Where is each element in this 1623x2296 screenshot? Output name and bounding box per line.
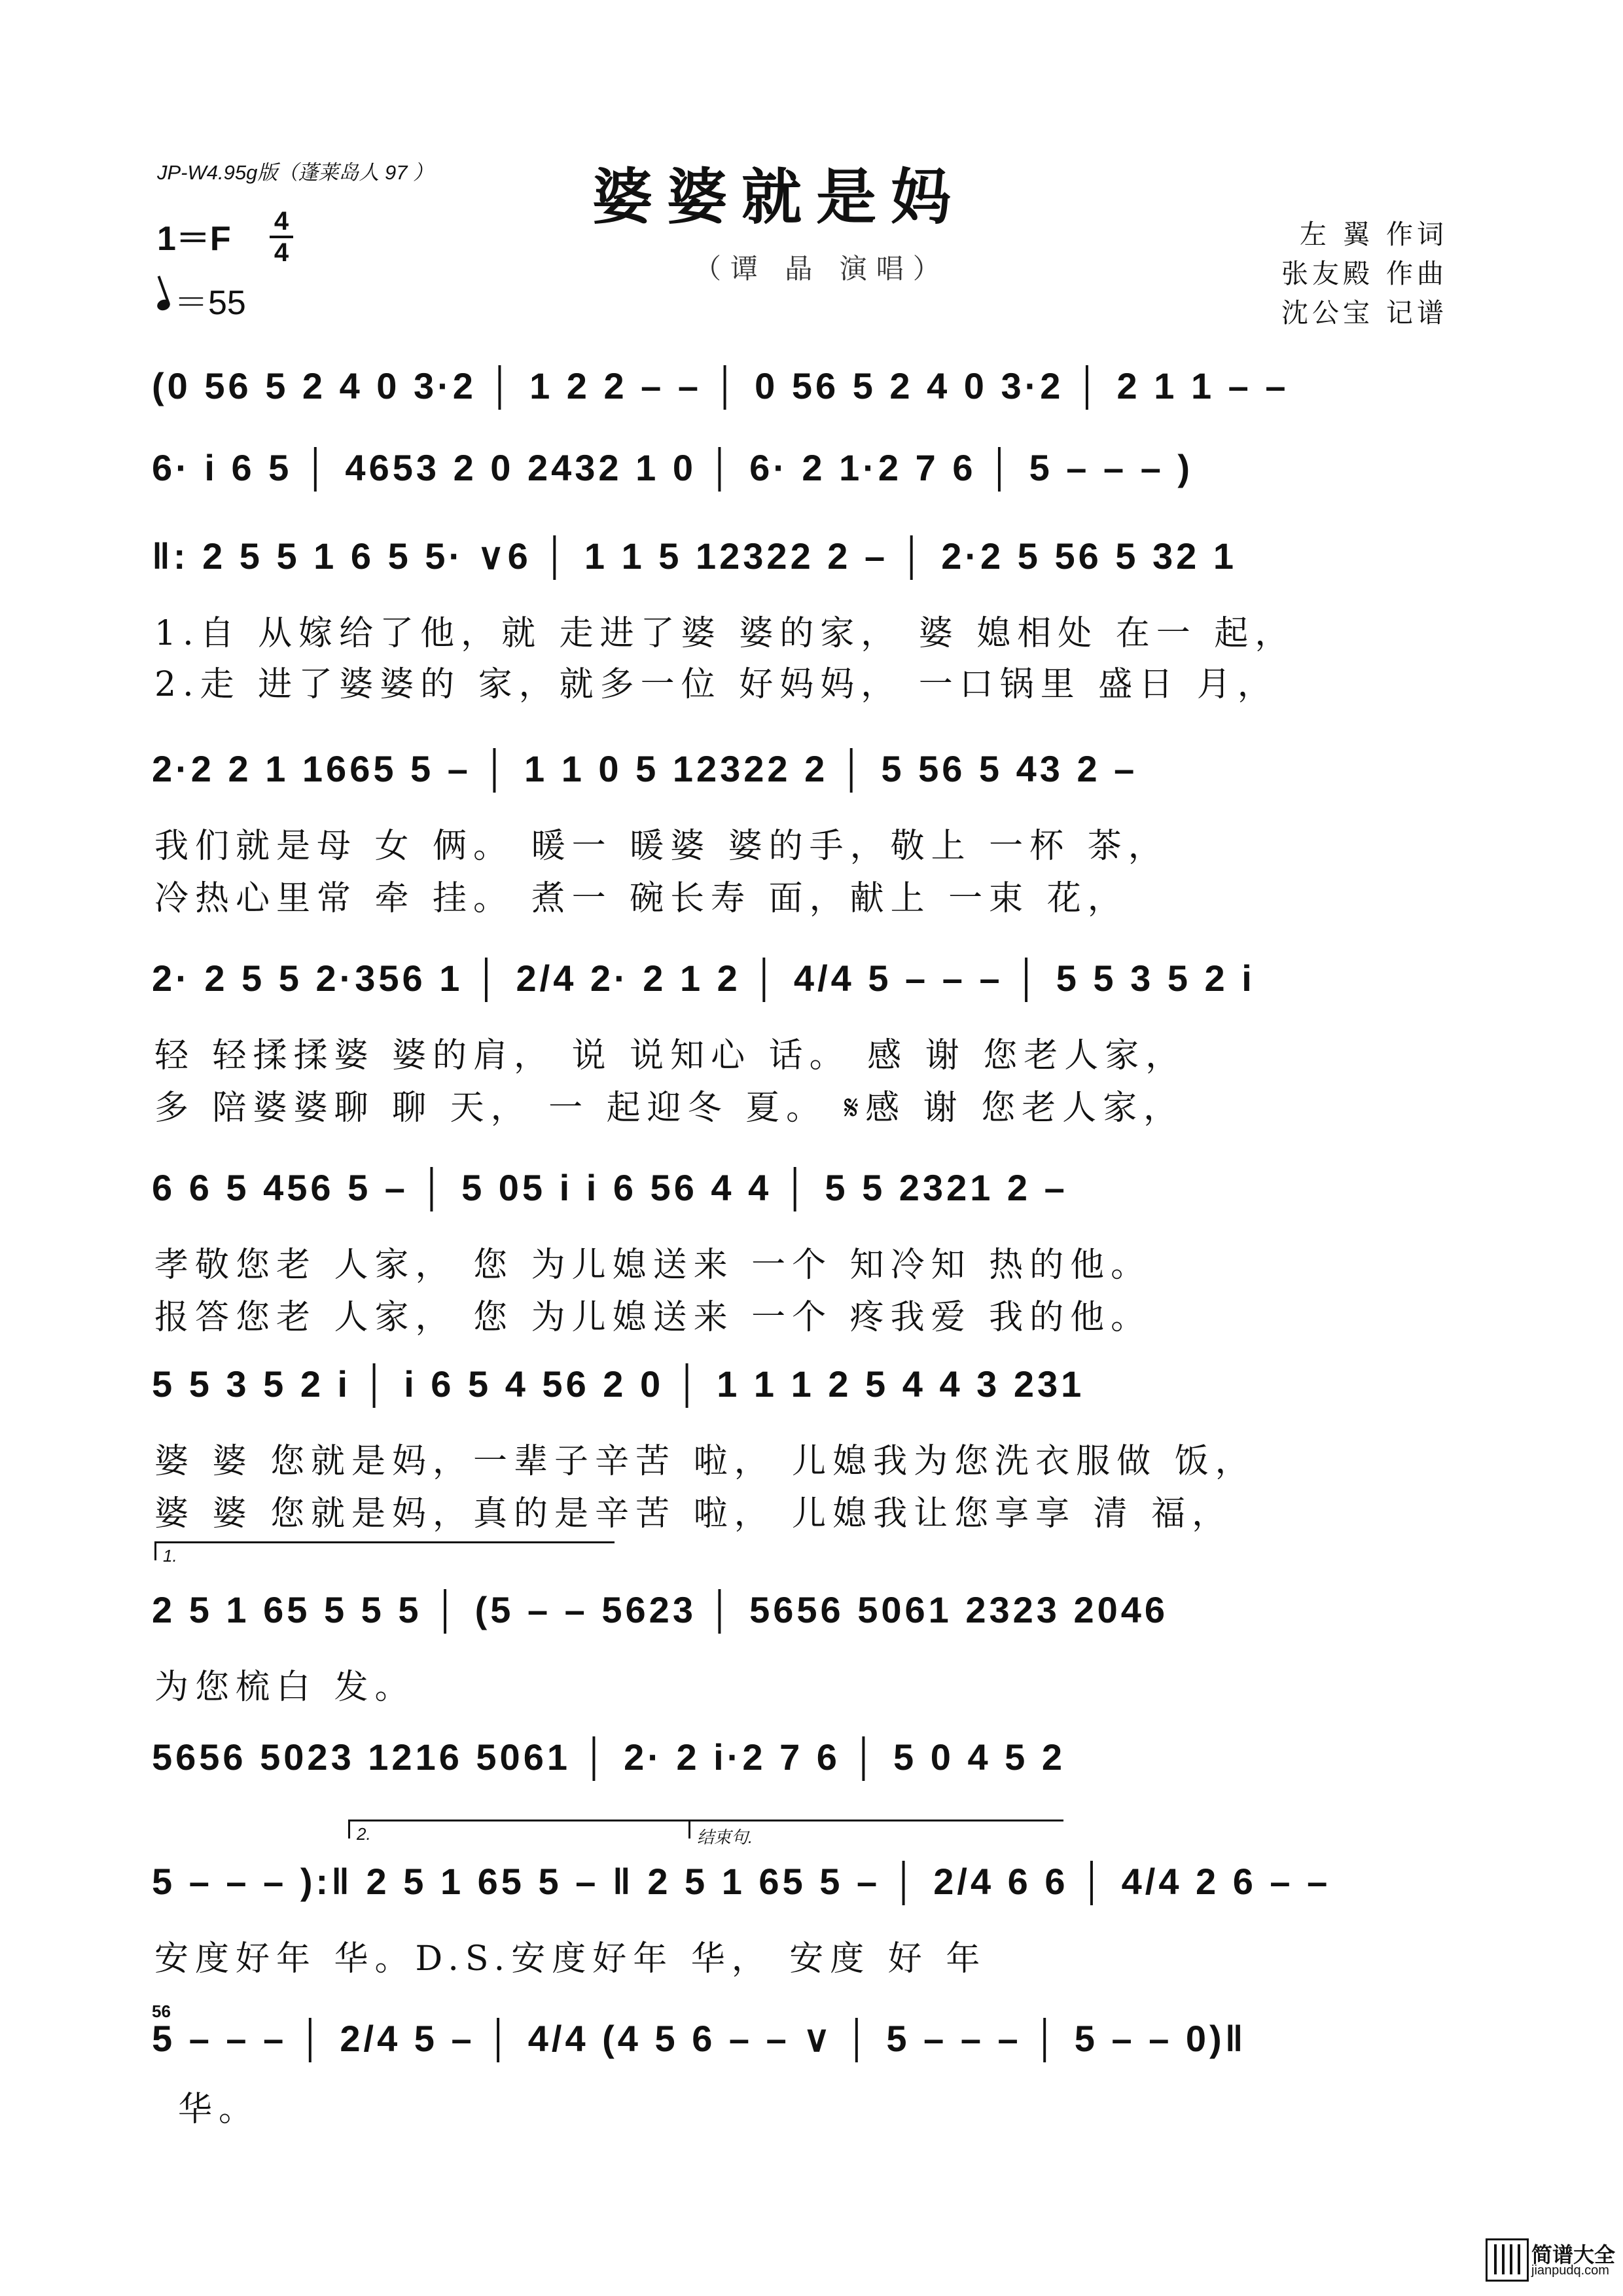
notes-line: 2·2 2 1 1665 5 – │ 1 1 0 5 12322 2 │ 5 56 5 43 2 – xyxy=(152,748,1138,789)
quarter-note-icon xyxy=(156,298,171,312)
lyric-verse-1: 1.自 从嫁给了他，就 走进了婆 婆的家， 婆 媳相处 在一 起， xyxy=(154,614,1296,653)
notes-line: 5 – – – │ 2/4 5 – │ 4/4 (4 5 6 – – ∨ │ 5 – – – │ 5 – – 0)‖ xyxy=(152,2018,1247,2059)
logo-url: jianpudq.com xyxy=(1531,2263,1609,2278)
lyric-verse-2: 报答您老 人家， 您 为儿媳送来 一个 疼我爱 我的他。 xyxy=(154,1298,1152,1337)
notes-line: 6· i 6 5 │ 4653 2 0 2432 1 0 │ 6· 2 1·2 7 6 │ 5 – – – ) xyxy=(152,447,1194,488)
singer-label: （谭 晶 演唱） xyxy=(694,253,950,285)
lyric-verse-2: 多 陪婆婆聊 聊 天， 一 起迎冬 夏。 𝄋感 谢 您老人家， xyxy=(154,1088,1185,1128)
site-logo xyxy=(1486,2238,1616,2282)
time-bottom: 4 xyxy=(274,238,289,267)
lyricist-credit: 左 翼 作词 xyxy=(1299,219,1448,250)
coda-ending-bracket: 结束句. xyxy=(688,1820,1063,1839)
notes-line: 6 6 5 456 5 – │ 5 05 i i 6 56 4 4 │ 5 5 2321 2 – xyxy=(152,1167,1068,1208)
lyric-verse-1: 婆 婆 您就是妈，一辈子辛苦 啦， 儿媳我为您洗衣服做 饭， xyxy=(154,1442,1256,1481)
notes-line: 2 5 1 65 5 5 5 │ (5 – – 5623 │ 5656 5061 2323 2046 xyxy=(152,1589,1169,1630)
lyric-verse-2: 冷热心里常 牵 挂。 煮一 碗长寿 面，献上 一束 花， xyxy=(154,879,1128,918)
time-signature xyxy=(270,208,293,266)
lyric-verse-1: 孝敬您老 人家， 您 为儿媳送来 一个 知冷知 热的他。 xyxy=(154,1246,1152,1285)
logo-name: 简谱大全 xyxy=(1531,2243,1616,2267)
notes-line: (0 56 5 2 4 0 3·2 │ 1 2 2 – – │ 0 56 5 2 4 0 3·2 │ 2 1 1 – – xyxy=(152,365,1289,406)
notes-line: 5656 5023 1216 5061 │ 2· 2 i·2 7 6 │ 5 0 4 5 2 xyxy=(152,1736,1065,1778)
first-ending-bracket: 1. xyxy=(154,1541,615,1560)
notes-line: 5 5 3 5 2 i │ i 6 5 4 56 2 0 │ 1 1 1 2 5 4 4 3 231 xyxy=(152,1363,1085,1405)
song-title: 婆婆就是妈 xyxy=(592,162,966,232)
tempo-value: ＝55 xyxy=(174,284,246,322)
notes-line: ‖: 2 5 5 1 6 5 5· ∨6 │ 1 1 5 12322 2 – │ 2·2 5 56 5 32 1 xyxy=(152,535,1237,577)
second-ending-bracket: 2. xyxy=(348,1820,717,1839)
notes-line: 2· 2 5 5 2·356 1 │ 2/4 2· 2 1 2 │ 4/4 5 – – – │ 5 5 3 5 2 i xyxy=(152,958,1255,999)
key-signature: 1＝F xyxy=(157,220,231,258)
transcriber-credit: 沈公宝 记谱 xyxy=(1281,297,1448,329)
grace-notes: 56 xyxy=(152,2001,171,2021)
lyric-verse-1: 我们就是母 女 俩。 暖一 暖婆 婆的手，敬上 一杯 茶， xyxy=(154,827,1169,866)
tempo-marking xyxy=(157,275,246,324)
time-top: 4 xyxy=(274,207,289,236)
lyric-verse-1: 轻 轻揉揉婆 婆的肩， 说 说知心 话。 感 谢 您老人家， xyxy=(154,1036,1186,1075)
lyric-verse-2: 2.走 进了婆婆的 家，就多一位 好妈妈， 一口锅里 盛日 月， xyxy=(154,665,1278,704)
notes-line: 5 – – – ):‖ 2 5 1 65 5 – ‖ 2 5 1 65 5 – │ 2/4 6 6 │ 4/4 2 6 – – xyxy=(152,1861,1331,1902)
piano-keys-icon xyxy=(1486,2238,1529,2282)
composer-credit: 张友殿 作曲 xyxy=(1281,258,1448,289)
version-label: JP-W4.95g版（蓬莱岛人 97 ） xyxy=(157,161,434,184)
lyric-verse-1: 华。 xyxy=(178,2090,260,2129)
lyric-verse-1: 为您梳白 发。 xyxy=(154,1668,416,1707)
lyric-verse-1: 安度好年 华。D.S.安度好年 华， 安度 好 年 xyxy=(154,1939,987,1979)
lyric-verse-2: 婆 婆 您就是妈，真的是辛苦 啦， 儿媳我让您享享 清 福， xyxy=(154,1494,1233,1534)
